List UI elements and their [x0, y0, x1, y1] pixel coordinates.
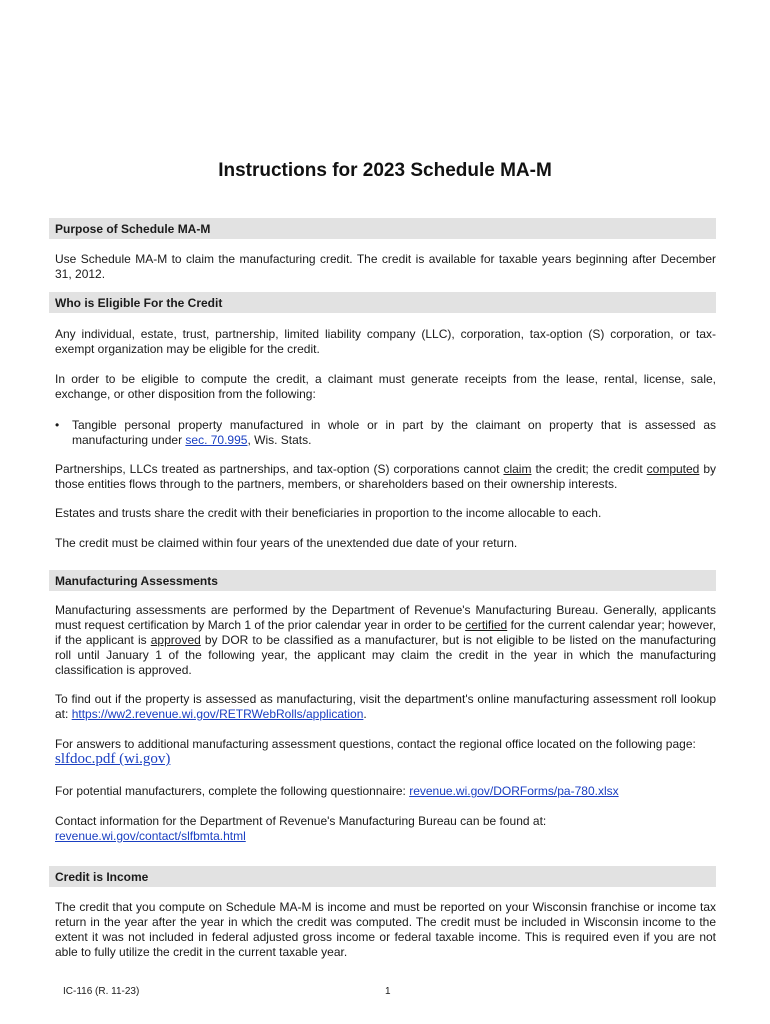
eligible-paragraph-3: [55, 462, 716, 492]
a-p2-text: To find out if the property is assessed as manufacturing, visit the department's online manufacturing assessment roll lookup at:: [55, 692, 716, 721]
assessments-paragraph-2: [55, 692, 716, 722]
section-heading-assessments: Manufacturing Assessments: [49, 570, 716, 591]
p3-text-b: the credit; the credit: [531, 462, 647, 476]
form-id: IC-116 (R. 11-23): [63, 986, 140, 997]
a-p1-text-c: by DOR to be classified as a manufacturer, but is not eligible to be listed on the manufacturing roll until January 1 of the following year, the applicant may claim the credit in the year in which the manufacturing classification is approved.: [55, 633, 717, 677]
a-p2-period: .: [363, 707, 367, 721]
underlined-approved: approved: [150, 633, 201, 647]
bullet-text-pre: Tangible personal property manufactured in whole or in part by the claimant on property that is assessed as manufacturing under: [72, 418, 716, 447]
a-p4-text: For potential manufacturers, complete the following questionnaire:: [55, 784, 410, 798]
eligible-paragraph-1: Any individual, estate, trust, partnership, limited liability company (LLC), corporation, tax-option (S) corporation, or tax-exempt organization may be eligible for the credit.: [55, 327, 716, 356]
underlined-computed: computed: [646, 462, 700, 476]
page-title: Instructions for 2023 Schedule MA-M: [218, 160, 552, 181]
questionnaire-link[interactable]: revenue.wi.gov/DORForms/pa-780.xlsx: [409, 784, 619, 798]
p3-text-a: Partnerships, LLCs treated as partnerships, and tax-option (S) corporations cannot: [55, 462, 504, 476]
statute-link[interactable]: sec. 70.995: [185, 433, 248, 447]
section-heading-eligible: Who is Eligible For the Credit: [49, 292, 716, 313]
section-heading-income: Credit is Income: [49, 866, 716, 887]
eligible-paragraph-2: In order to be eligible to compute the credit, a claimant must generate receipts from the lease, rental, license, sale, exchange, or other disposition from the following:: [55, 372, 716, 401]
income-paragraph: The credit that you compute on Schedule MA-M is income and must be reported on your Wisconsin franchise or income tax return in the year after the year in which the credit was computed. The credit must be included in Wisconsin income to the extent it was not included in federal adjusted gross income or federal taxable income. This is required even if you are not able to fully utilize the credit in the current taxable year.: [55, 900, 716, 959]
bullet-icon: •: [55, 418, 60, 432]
bureau-contact-link[interactable]: revenue.wi.gov/contact/slfbmta.html: [55, 829, 246, 843]
bullet-text: [72, 418, 716, 448]
assessments-paragraph-5: Contact information for the Department of Revenue's Manufacturing Bureau can be found at:: [55, 814, 547, 828]
section-heading-purpose: Purpose of Schedule MA-M: [49, 218, 716, 239]
eligible-paragraph-5: The credit must be claimed within four years of the unextended due date of your return.: [55, 536, 518, 550]
bullet-text-post: , Wis. Stats.: [247, 433, 312, 447]
regional-office-link[interactable]: slfdoc.pdf (wi.gov): [55, 751, 171, 767]
assessments-paragraph-1: [55, 603, 716, 678]
bureau-contact-link-row: [55, 829, 716, 844]
assessments-paragraph-3: For answers to additional manufacturing assessment questions, contact the regional office located on the following page:: [55, 737, 696, 751]
purpose-paragraph: Use Schedule MA-M to claim the manufacturing credit. The credit is available for taxable years beginning after December 31, 2012.: [55, 252, 716, 281]
regional-office-link-row: [55, 752, 716, 767]
underlined-claim: claim: [503, 462, 532, 476]
page-number: 1: [385, 986, 391, 997]
p3-text-c: by those entities flows through to the partners, members, or shareholders based on their ownership interests.: [55, 462, 716, 491]
roll-lookup-link[interactable]: https://ww2.revenue.wi.gov/RETRWebRolls/application: [71, 707, 364, 721]
a-p1-text-b: for the current calendar year; however, if the applicant is: [55, 618, 717, 647]
assessments-paragraph-4: [55, 784, 716, 799]
a-p1-text-a: Manufacturing assessments are performed by the Department of Revenue's Manufacturing Bureau. Generally, applicants must request certification by March 1 of the prior calendar year in order to be: [55, 603, 716, 632]
eligible-paragraph-4: Estates and trusts share the credit with their beneficiaries in proportion to the income allocable to each.: [55, 506, 602, 520]
underlined-certified: certified: [465, 618, 508, 632]
